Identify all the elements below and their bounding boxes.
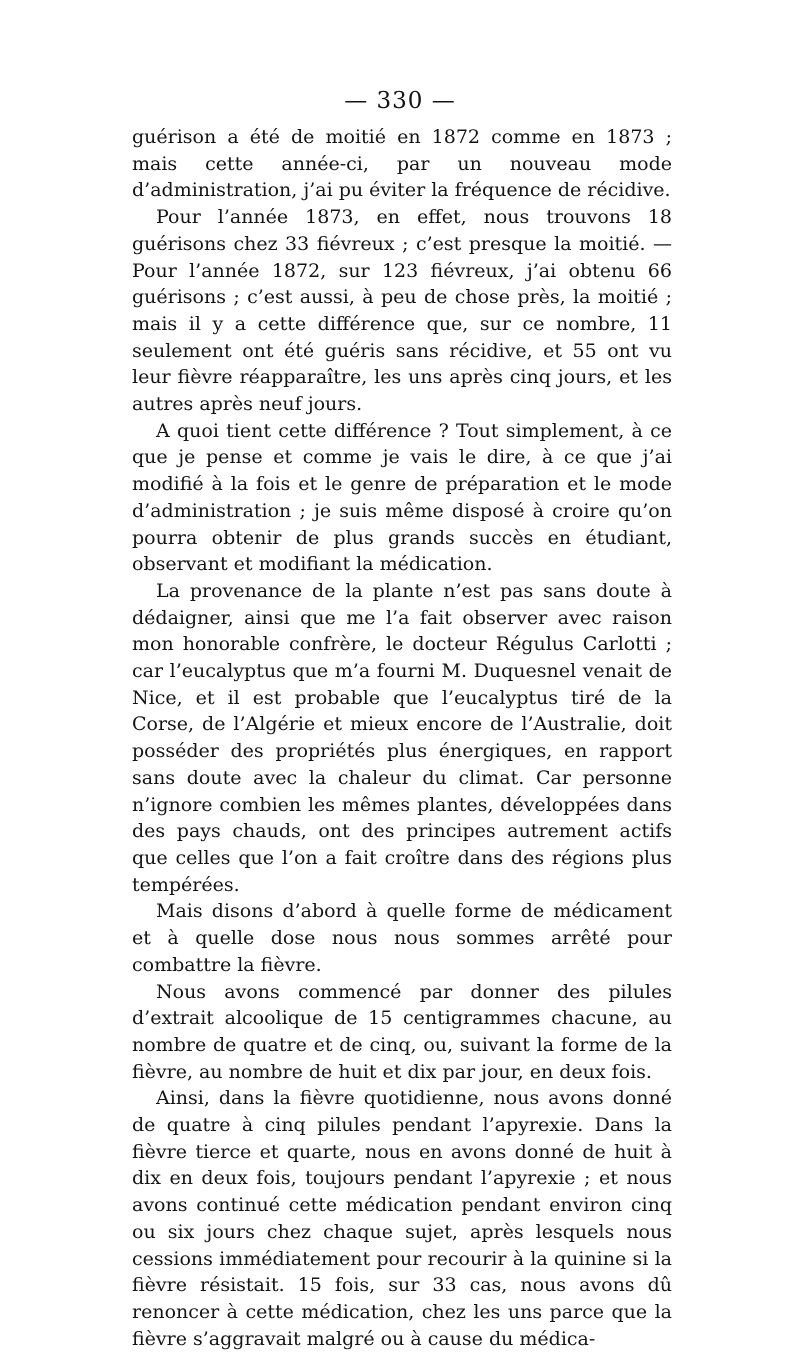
paragraph: La provenance de la plante n’est pas sans doute à dédaigner, ainsi que me l’a fait observer avec raison mon honorable confrère, le docteur Régulus Carlotti ; car l’eucalyptus que m’a fourni M. Duquesnel venait de Nice, et il est probable que l’eucalyptus tiré de la Corse, de l’Algérie et mieux encore de l’Australie, doit posséder des propriétés plus énergiques, en rapport sans doute avec la chaleur du climat. Car personne n’ignore combien les mêmes plantes, développées dans des pays chauds, ont des principes autrement actifs que celles que l’on a fait croître dans des régions plus tempérées.: [132, 579, 672, 896]
paragraph: Mais disons d’abord à quelle forme de médicament et à quelle dose nous nous sommes arrêté pour combattre la fièvre.: [132, 900, 672, 976]
body-text: [132, 124, 672, 1352]
paragraph: Ainsi, dans la fièvre quotidienne, nous avons donné de quatre à cinq pilules pendant l’apyrexie. Dans la fièvre tierce et quarte, nous en avons donné de huit à dix en deux fois, toujours pendant l’apyrexie ; et nous avons continué cette médication pendant environ cinq ou six jours chez chaque sujet, après lesquels nous cessions immédiatement pour recourir à la quinine si la fièvre résistait. 15 fois, sur 33 cas, nous avons dû renoncer à cette médication, chez les uns parce que la fièvre s’aggravait malgré ou à cause du médica-: [132, 1087, 672, 1350]
paragraph: Pour l’année 1873, en effet, nous trouvons 18 guérisons chez 33 fiévreux ; c’est presque la moitié. — Pour l’année 1872, sur 123 fiévreux, j’ai obtenu 66 guérisons ; c’est aussi, à peu de chose près, la moitié ; mais il y a cette différence que, sur ce nombre, 11 seulement ont été guéris sans récidive, et 55 ont vu leur fièvre réapparaître, les uns après cinq jours, et les autres après neuf jours.: [132, 206, 672, 416]
paragraph: Nous avons commencé par donner des pilules d’extrait alcoolique de 15 centigrammes chacune, au nombre de quatre et de cinq, ou, suivant la forme de la fièvre, au nombre de huit et dix par jour, en deux fois.: [132, 980, 672, 1083]
paragraph: A quoi tient cette différence ? Tout simplement, à ce que je pense et comme je vais le dire, à ce que j’ai modifié à la fois et le genre de préparation et le mode d’administration ; je suis même disposé à croire qu’on pourra obtenir de plus grands succès en étudiant, observant et modifiant la médication.: [132, 419, 672, 576]
page-number: — 330 —: [344, 88, 456, 114]
paragraph: guérison a été de moitié en 1872 comme en 1873 ; mais cette année-ci, par un nouveau mode d’administration, j’ai pu éviter la fréquence de récidive.: [132, 126, 672, 202]
